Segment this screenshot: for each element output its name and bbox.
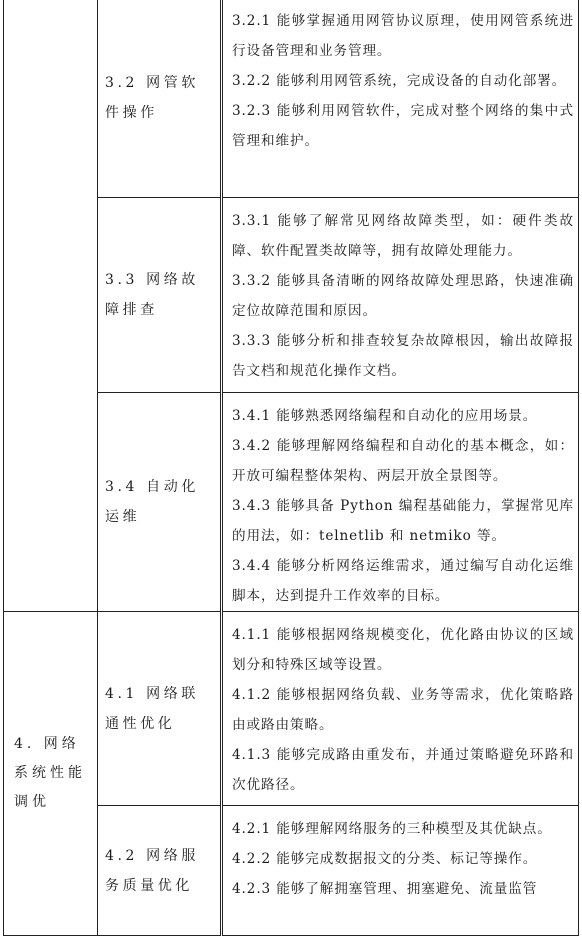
subsection-title: 3.2 网管软件操作 — [98, 0, 222, 198]
skill-item: 3.2.3 能够利用网管软件，完成对整个网络的集中式管理和维护。 — [232, 103, 574, 149]
skill-item: 3.3.1 能够了解常见网络故障类型，如：硬件类故障、软件配置类故障等，拥有故障处理能力。 — [232, 213, 574, 259]
skill-items — [222, 198, 579, 393]
skill-item: 4.2.3 能够了解拥塞管理、拥塞避免、流量监管 — [232, 881, 538, 897]
skill-item: 3.3.3 能够分析和排查较复杂故障根因，输出故障报告文档和规范化操作文档。 — [232, 333, 574, 379]
skill-item: 3.4.4 能够分析网络运维需求，通过编写自动化运维脚本，达到提升工作效率的目标。 — [232, 558, 574, 604]
skill-item: 4.1.2 能够根据网络负载、业务等需求，优化策略路由或路由策略。 — [232, 687, 574, 733]
subsection-title: 4.1 网络联通性优化 — [98, 612, 222, 806]
skill-items — [222, 612, 579, 806]
section-title: 4. 网络系统性能调优 — [4, 612, 98, 936]
skill-item: 3.2.2 能够利用网管系统，完成设备的自动化部署。 — [232, 73, 567, 89]
skill-item: 4.1.3 能够完成路由重发布，并通过策略避免环路和次优路径。 — [232, 747, 574, 793]
skill-item: 3.2.1 能够掌握通用网管协议原理，使用网管系统进行设备管理和业务管理。 — [232, 13, 574, 59]
skill-item: 4.2.1 能够理解网络服务的三种模型及其优缺点。 — [232, 821, 552, 837]
subsection-title: 4.2 网络服务质量优化 — [98, 806, 222, 936]
skill-item: 3.4.1 能够熟悉网络编程和自动化的应用场景。 — [232, 408, 538, 424]
skill-item: 3.4.3 能够具备 Python 编程基础能力，掌握常见库的用法，如：telnetlib 和 netmiko 等。 — [232, 498, 574, 544]
competency-table — [3, 0, 579, 936]
skill-item: 4.1.1 能够根据网络规模变化，优化路由协议的区域划分和特殊区域等设置。 — [232, 627, 574, 673]
skill-item: 3.4.2 能够理解网络编程和自动化的基本概念，如：开放可编程整体架构、两层开放全景图等。 — [232, 438, 574, 484]
skill-items — [222, 393, 579, 612]
skill-items — [222, 806, 579, 936]
subsection-title: 3.4 自动化运维 — [98, 393, 222, 612]
table-row — [4, 0, 579, 198]
skill-item: 4.2.2 能够完成数据报文的分类、标记等操作。 — [232, 851, 538, 867]
table-row — [4, 612, 579, 806]
skill-item: 3.3.2 能够具备清晰的网络故障处理思路，快速准确定位故障范围和原因。 — [232, 273, 574, 319]
subsection-title: 3.3 网络故障排查 — [98, 198, 222, 393]
skill-items — [222, 0, 579, 198]
section3-cell — [4, 0, 98, 612]
